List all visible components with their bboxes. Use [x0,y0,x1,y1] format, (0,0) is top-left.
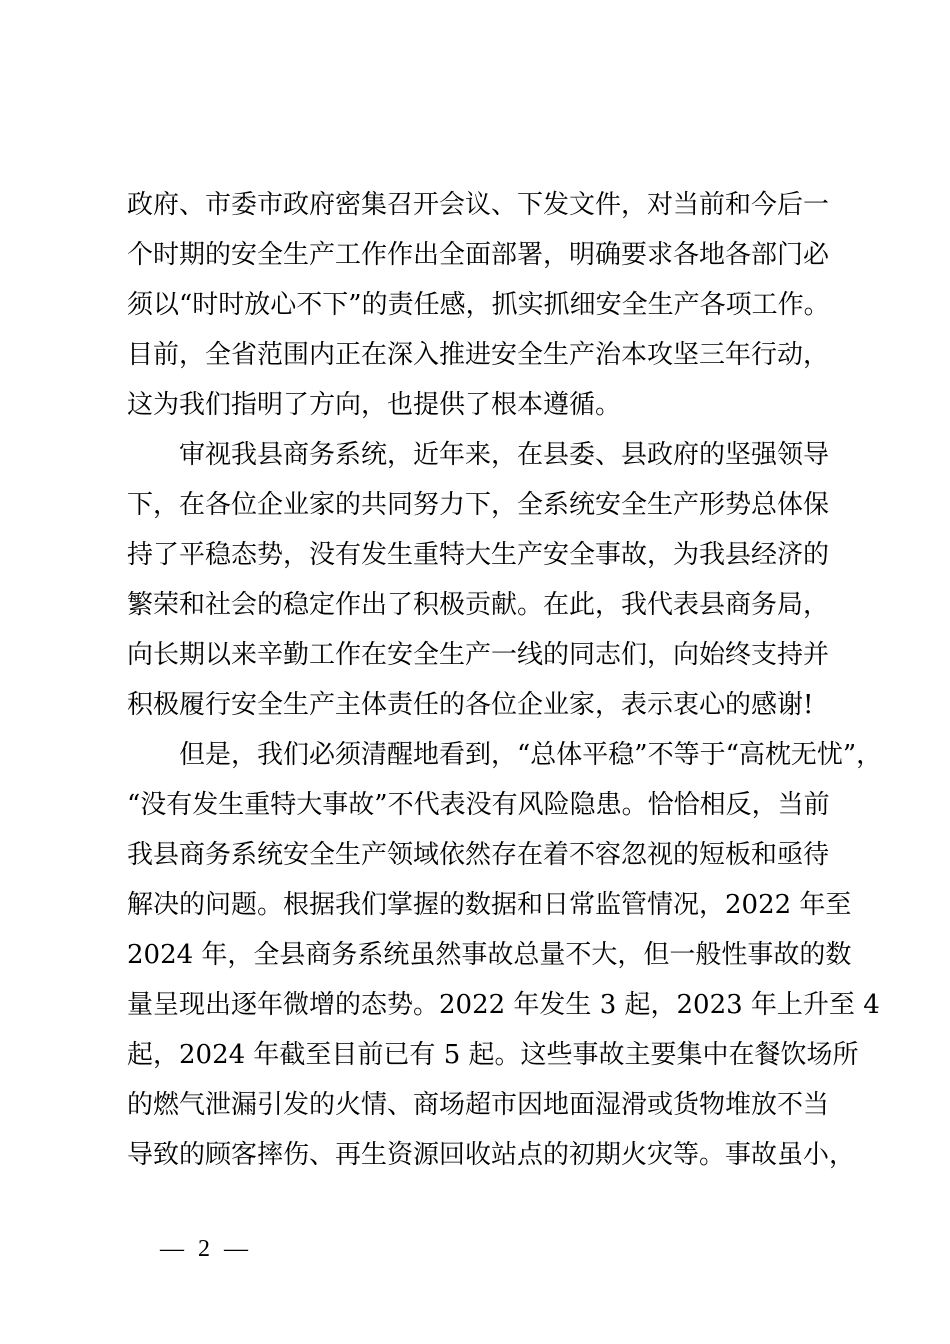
text-line: 导致的顾客摔伤、再生资源回收站点的初期火灾等。事故虽小， [127,1140,856,1170]
text-line: 这为我们指明了方向，也提供了根本遵循。 [127,390,622,420]
text-line: 持了平稳态势，没有发生重特大生产安全事故，为我县经济的 [127,540,830,570]
text-line: 量呈现出逐年微增的态势。2022 年发生 3 起，2023 年上升至 4 [127,990,880,1020]
text-line: 须以“时时放心不下”的责任感，抓实抓细安全生产各项工作。 [127,290,830,320]
text-line: 起，2024 年截至目前已有 5 起。这些事故主要集中在餐饮场所 [127,1040,859,1070]
text-line: 解决的问题。根据我们掌握的数据和日常监管情况，2022 年至 [127,890,852,920]
text-line: “没有发生重特大事故”不代表没有风险隐患。恰恰相反，当前 [127,790,830,820]
paragraph [127,430,837,730]
text-line: 审视我县商务系统，近年来，在县委、县政府的坚强领导 [127,440,830,470]
text-line: 我县商务系统安全生产领域依然存在着不容忽视的短板和亟待 [127,840,830,870]
text-line: 积极履行安全生产主体责任的各位企业家，表示衷心的感谢! [127,690,814,720]
text-line: 的燃气泄漏引发的火情、商场超市因地面湿滑或货物堆放不当 [127,1090,830,1120]
paragraph [127,730,883,1180]
text-line: 下，在各位企业家的共同努力下，全系统安全生产形势总体保 [127,490,830,520]
text-line: 目前，全省范围内正在深入推进安全生产治本攻坚三年行动， [127,340,830,370]
text-line: 但是，我们必须清醒地看到，“总体平稳”不等于“高枕无忧”， [127,740,883,770]
page-number: — 2 — [160,1236,252,1262]
document-body [127,180,883,1180]
text-line: 2024 年，全县商务系统虽然事故总量不大，但一般性事故的数 [127,940,852,970]
text-line: 向长期以来辛勤工作在安全生产一线的同志们，向始终支持并 [127,640,830,670]
text-line: 个时期的安全生产工作作出全面部署，明确要求各地各部门必 [127,240,830,270]
paragraph [127,180,837,430]
text-line: 政府、市委市政府密集召开会议、下发文件，对当前和今后一 [127,190,830,220]
text-line: 繁荣和社会的稳定作出了积极贡献。在此，我代表县商务局， [127,590,830,620]
